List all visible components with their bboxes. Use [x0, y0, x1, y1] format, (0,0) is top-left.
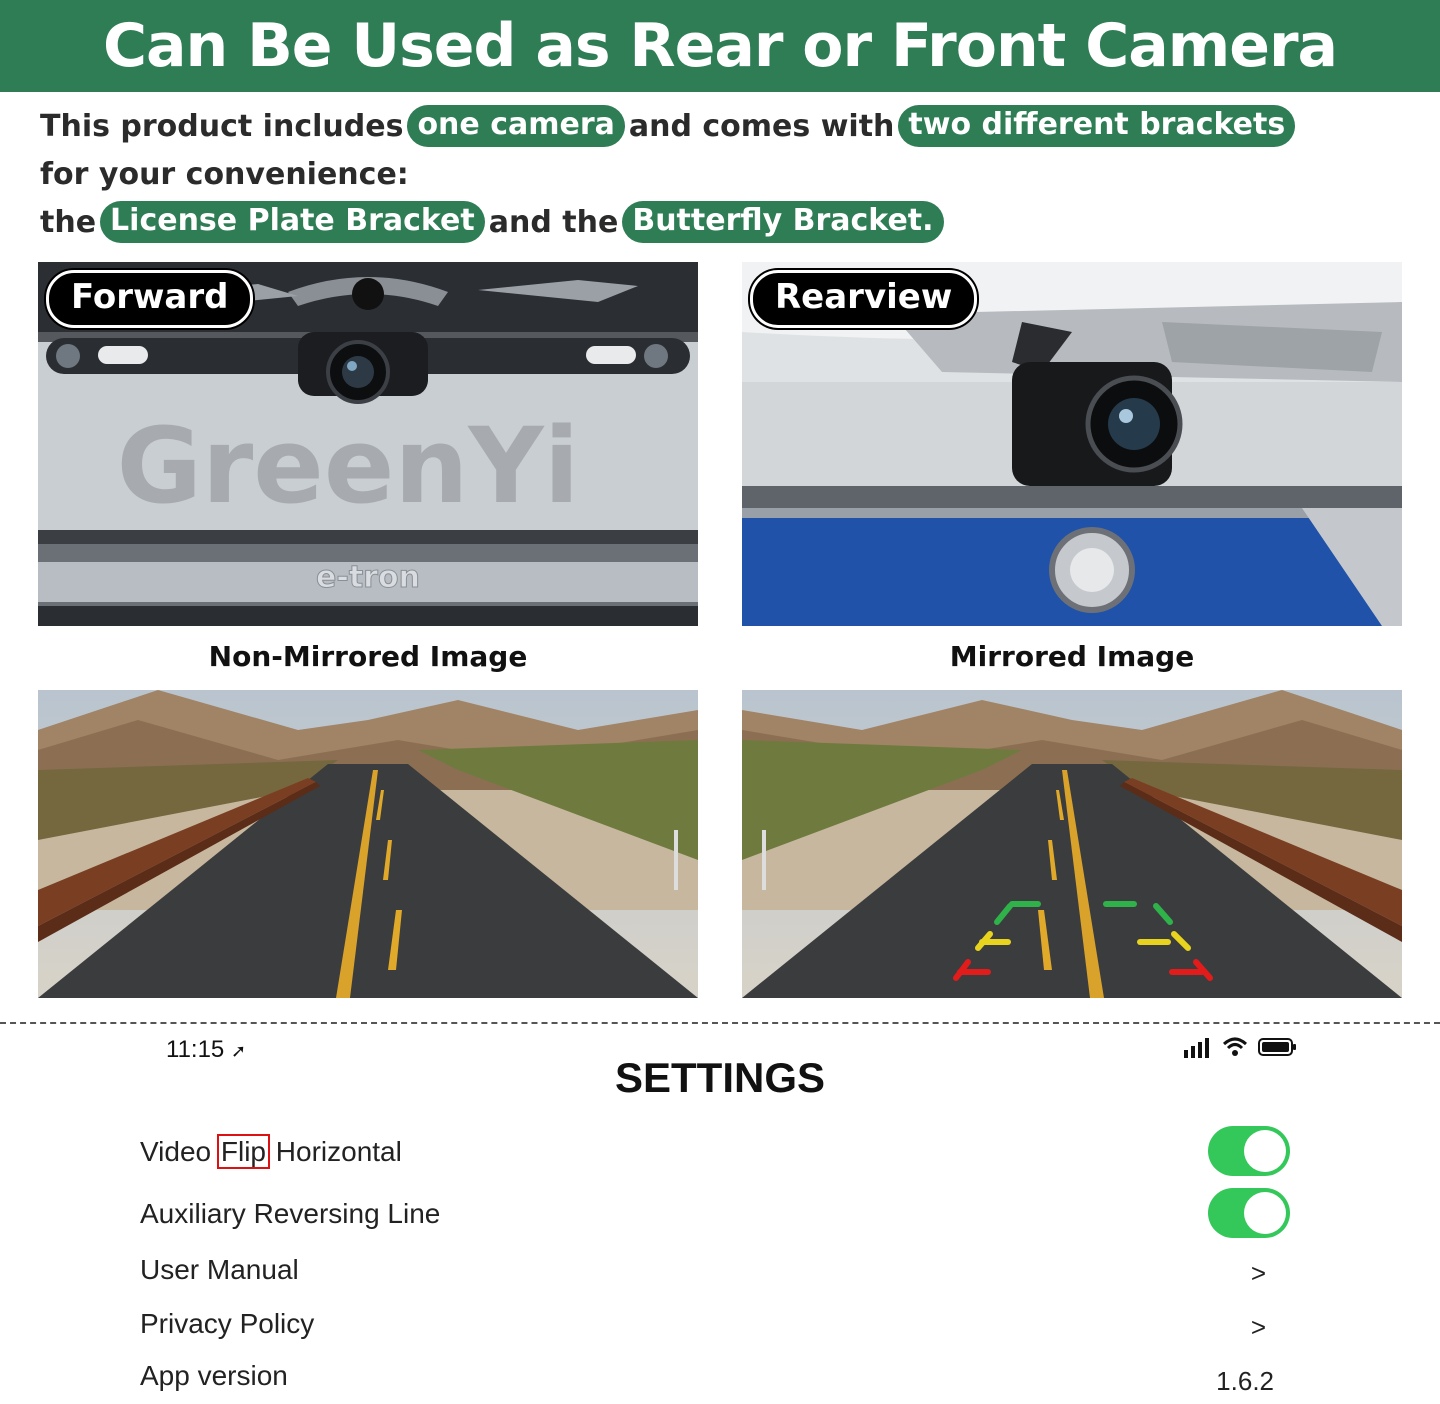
video-flip-toggle[interactable]	[1208, 1126, 1290, 1176]
mirrored-road-image	[742, 690, 1402, 998]
toggle-knob	[1244, 1192, 1286, 1234]
plate-text: e-tron	[316, 560, 420, 595]
setting-row-user-manual[interactable]	[140, 1244, 1300, 1294]
app-version-value: 1.6.2	[1216, 1366, 1274, 1396]
intro-text-segment: for your convenience:	[40, 156, 409, 192]
setting-label	[140, 1136, 402, 1168]
reversing-line-toggle[interactable]	[1208, 1188, 1290, 1238]
setting-label: User Manual	[140, 1254, 299, 1285]
mirrored-caption: Mirrored Image	[949, 640, 1195, 673]
highlight-pill: Butterfly Bracket.	[622, 201, 943, 243]
setting-label-part: Video	[140, 1136, 219, 1167]
chevron-right-icon[interactable]: >	[1250, 1258, 1266, 1288]
setting-label: Auxiliary Reversing Line	[140, 1198, 441, 1229]
status-time-text: 11:15	[166, 1036, 225, 1063]
location-arrow-icon: ➚	[230, 1041, 247, 1061]
setting-label: App version	[140, 1360, 288, 1391]
intro-line-1	[40, 102, 1420, 150]
chevron-right-icon[interactable]: >	[1250, 1312, 1266, 1342]
rearview-tag: Rearview	[750, 270, 977, 328]
setting-row-app-version	[140, 1350, 1300, 1400]
intro-text	[40, 102, 1420, 246]
forward-photo	[38, 262, 698, 626]
setting-label-part: Horizontal	[268, 1136, 402, 1167]
setting-row-video-flip[interactable]	[140, 1126, 1300, 1176]
setting-label: Privacy Policy	[140, 1308, 315, 1339]
toggle-knob	[1244, 1130, 1286, 1172]
settings-title: SETTINGS	[614, 1054, 826, 1101]
non-mirrored-road-image	[38, 690, 698, 998]
banner	[0, 0, 1440, 92]
intro-text-segment: and the	[488, 204, 619, 240]
section-divider	[0, 1022, 1440, 1024]
highlight-pill: one camera	[407, 105, 624, 147]
forward-tag: Forward	[46, 270, 253, 328]
highlight-pill: License Plate Bracket	[100, 201, 485, 243]
intro-text-segment: and comes with	[628, 108, 895, 144]
highlighted-word: Flip	[220, 1136, 267, 1167]
highlight-pill: two different brackets	[898, 105, 1295, 147]
intro-text-segment: This product includes	[40, 108, 404, 144]
road-scene-illustration	[38, 690, 698, 998]
intro-line-3	[40, 198, 1420, 246]
rearview-photo	[742, 262, 1402, 626]
non-mirrored-caption: Non-Mirrored Image	[208, 640, 528, 673]
banner-title: Can Be Used as Rear or Front Camera	[102, 11, 1338, 81]
setting-row-reversing-line[interactable]	[140, 1188, 1300, 1238]
intro-text-segment: the	[40, 204, 97, 240]
watermark-text: GreenYi	[116, 405, 580, 527]
setting-row-privacy-policy[interactable]	[140, 1298, 1300, 1348]
intro-line-2	[40, 150, 1420, 198]
mirrored-road-scene-with-guidelines	[742, 690, 1402, 998]
